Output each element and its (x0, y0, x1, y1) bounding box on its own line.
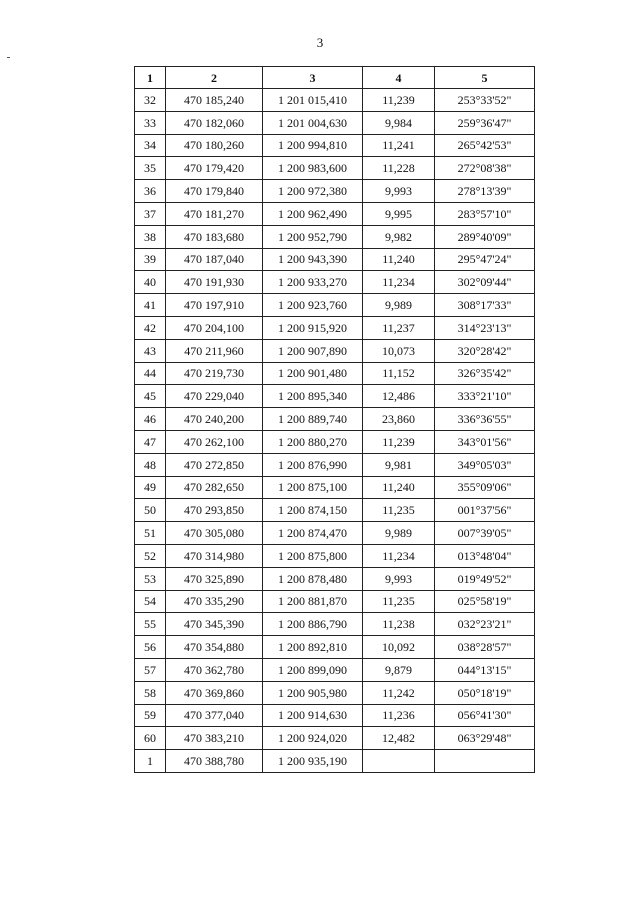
cell-distance: 11,240 (363, 476, 435, 499)
cell-point: 48 (135, 453, 166, 476)
cell-y: 1 200 875,100 (263, 476, 363, 499)
table-row (135, 362, 535, 385)
cell-x: 470 179,420 (166, 157, 263, 180)
cell-x: 470 185,240 (166, 89, 263, 112)
table-row (135, 294, 535, 317)
table-row (135, 636, 535, 659)
cell-bearing: 007°39'05" (435, 522, 535, 545)
cell-y: 1 200 962,490 (263, 202, 363, 225)
cell-x: 470 187,040 (166, 248, 263, 271)
cell-y: 1 200 924,020 (263, 727, 363, 750)
cell-distance: 10,092 (363, 636, 435, 659)
cell-bearing: 349°05'03" (435, 453, 535, 476)
table-row (135, 453, 535, 476)
cell-x: 470 345,390 (166, 613, 263, 636)
cell-distance: 11,228 (363, 157, 435, 180)
cell-x: 470 211,960 (166, 339, 263, 362)
header-cell-y: 3 (263, 67, 363, 89)
cell-distance: 23,860 (363, 408, 435, 431)
cell-x: 470 377,040 (166, 704, 263, 727)
cell-bearing: 314°23'13" (435, 316, 535, 339)
cell-y: 1 200 952,790 (263, 225, 363, 248)
cell-y: 1 201 004,630 (263, 111, 363, 134)
coordinates-table (134, 66, 535, 773)
cell-y: 1 200 935,190 (263, 750, 363, 773)
cell-y: 1 201 015,410 (263, 89, 363, 112)
table-row (135, 567, 535, 590)
cell-bearing: 336°36'55" (435, 408, 535, 431)
cell-distance: 11,238 (363, 613, 435, 636)
cell-point: 34 (135, 134, 166, 157)
cell-point: 1 (135, 750, 166, 773)
cell-x: 470 181,270 (166, 202, 263, 225)
cell-distance: 9,879 (363, 658, 435, 681)
cell-point: 54 (135, 590, 166, 613)
cell-distance: 9,993 (363, 567, 435, 590)
cell-distance: 12,486 (363, 385, 435, 408)
table-row (135, 248, 535, 271)
cell-bearing: 343°01'56" (435, 430, 535, 453)
cell-bearing: 253°33'52" (435, 89, 535, 112)
cell-bearing: 013°48'04" (435, 544, 535, 567)
cell-x: 470 305,080 (166, 522, 263, 545)
cell-y: 1 200 915,920 (263, 316, 363, 339)
table-row (135, 157, 535, 180)
table-row (135, 316, 535, 339)
header-cell-distance: 4 (363, 67, 435, 89)
cell-y: 1 200 914,630 (263, 704, 363, 727)
cell-y: 1 200 874,470 (263, 522, 363, 545)
cell-y: 1 200 905,980 (263, 681, 363, 704)
cell-distance: 10,073 (363, 339, 435, 362)
cell-y: 1 200 983,600 (263, 157, 363, 180)
cell-bearing: 001°37'56" (435, 499, 535, 522)
cell-point: 43 (135, 339, 166, 362)
table-row (135, 499, 535, 522)
cell-point: 51 (135, 522, 166, 545)
table-row (135, 750, 535, 773)
cell-bearing: 289°40'09" (435, 225, 535, 248)
cell-point: 58 (135, 681, 166, 704)
cell-bearing: 038°28'57" (435, 636, 535, 659)
cell-point: 57 (135, 658, 166, 681)
cell-bearing: 295°47'24" (435, 248, 535, 271)
cell-bearing: 050°18'19" (435, 681, 535, 704)
table-row (135, 180, 535, 203)
margin-mark (7, 57, 10, 58)
cell-bearing: 272°08'38" (435, 157, 535, 180)
cell-distance: 9,993 (363, 180, 435, 203)
cell-x: 470 314,980 (166, 544, 263, 567)
cell-point: 53 (135, 567, 166, 590)
table-row (135, 111, 535, 134)
cell-distance: 11,240 (363, 248, 435, 271)
cell-x: 470 325,890 (166, 567, 263, 590)
table-row (135, 704, 535, 727)
table-row (135, 727, 535, 750)
cell-distance: 9,989 (363, 294, 435, 317)
cell-x: 470 182,060 (166, 111, 263, 134)
cell-bearing: 333°21'10" (435, 385, 535, 408)
cell-distance: 11,235 (363, 590, 435, 613)
table-row (135, 430, 535, 453)
table-header-row (135, 67, 535, 89)
cell-y: 1 200 886,790 (263, 613, 363, 636)
cell-point: 41 (135, 294, 166, 317)
cell-y: 1 200 880,270 (263, 430, 363, 453)
cell-point: 60 (135, 727, 166, 750)
cell-distance: 11,239 (363, 89, 435, 112)
cell-point: 33 (135, 111, 166, 134)
cell-x: 470 240,200 (166, 408, 263, 431)
cell-distance: 9,989 (363, 522, 435, 545)
cell-x: 470 388,780 (166, 750, 263, 773)
cell-point: 39 (135, 248, 166, 271)
cell-x: 470 362,780 (166, 658, 263, 681)
cell-bearing: 056°41'30" (435, 704, 535, 727)
cell-point: 59 (135, 704, 166, 727)
cell-x: 470 183,680 (166, 225, 263, 248)
table-row (135, 476, 535, 499)
cell-distance: 9,995 (363, 202, 435, 225)
cell-bearing: 320°28'42" (435, 339, 535, 362)
cell-y: 1 200 889,740 (263, 408, 363, 431)
cell-bearing: 302°09'44" (435, 271, 535, 294)
cell-distance: 11,234 (363, 271, 435, 294)
table-row (135, 408, 535, 431)
table-row (135, 385, 535, 408)
cell-distance: 11,152 (363, 362, 435, 385)
cell-bearing: 308°17'33" (435, 294, 535, 317)
cell-distance: 9,984 (363, 111, 435, 134)
cell-point: 42 (135, 316, 166, 339)
cell-y: 1 200 874,150 (263, 499, 363, 522)
cell-distance: 9,982 (363, 225, 435, 248)
cell-x: 470 197,910 (166, 294, 263, 317)
cell-y: 1 200 876,990 (263, 453, 363, 476)
cell-y: 1 200 875,800 (263, 544, 363, 567)
cell-point: 56 (135, 636, 166, 659)
cell-bearing: 355°09'06" (435, 476, 535, 499)
cell-point: 50 (135, 499, 166, 522)
cell-distance: 9,981 (363, 453, 435, 476)
table-row (135, 225, 535, 248)
cell-point: 44 (135, 362, 166, 385)
cell-x: 470 383,210 (166, 727, 263, 750)
cell-point: 49 (135, 476, 166, 499)
cell-bearing: 278°13'39" (435, 180, 535, 203)
cell-bearing: 044°13'15" (435, 658, 535, 681)
table-body (135, 89, 535, 773)
cell-x: 470 272,850 (166, 453, 263, 476)
cell-distance: 12,482 (363, 727, 435, 750)
cell-bearing: 032°23'21" (435, 613, 535, 636)
table-row (135, 681, 535, 704)
cell-x: 470 204,100 (166, 316, 263, 339)
table-row (135, 134, 535, 157)
cell-x: 470 219,730 (166, 362, 263, 385)
cell-bearing: 326°35'42" (435, 362, 535, 385)
cell-x: 470 369,860 (166, 681, 263, 704)
cell-y: 1 200 881,870 (263, 590, 363, 613)
cell-point: 46 (135, 408, 166, 431)
table-row (135, 202, 535, 225)
cell-distance: 11,241 (363, 134, 435, 157)
cell-x: 470 282,650 (166, 476, 263, 499)
cell-point: 40 (135, 271, 166, 294)
cell-x: 470 191,930 (166, 271, 263, 294)
cell-point: 55 (135, 613, 166, 636)
cell-bearing (435, 750, 535, 773)
cell-distance: 11,237 (363, 316, 435, 339)
header-cell-point: 1 (135, 67, 166, 89)
cell-y: 1 200 972,380 (263, 180, 363, 203)
cell-point: 35 (135, 157, 166, 180)
cell-y: 1 200 933,270 (263, 271, 363, 294)
table-row (135, 590, 535, 613)
cell-x: 470 179,840 (166, 180, 263, 203)
table-row (135, 89, 535, 112)
cell-x: 470 262,100 (166, 430, 263, 453)
cell-distance (363, 750, 435, 773)
cell-distance: 11,234 (363, 544, 435, 567)
cell-distance: 11,239 (363, 430, 435, 453)
cell-point: 32 (135, 89, 166, 112)
table-row (135, 544, 535, 567)
cell-y: 1 200 994,810 (263, 134, 363, 157)
cell-x: 470 229,040 (166, 385, 263, 408)
header-cell-bearing: 5 (435, 67, 535, 89)
cell-distance: 11,236 (363, 704, 435, 727)
cell-y: 1 200 943,390 (263, 248, 363, 271)
table-row (135, 658, 535, 681)
cell-y: 1 200 878,480 (263, 567, 363, 590)
cell-point: 45 (135, 385, 166, 408)
cell-point: 52 (135, 544, 166, 567)
cell-y: 1 200 899,090 (263, 658, 363, 681)
table-row (135, 522, 535, 545)
cell-bearing: 265°42'53" (435, 134, 535, 157)
cell-y: 1 200 901,480 (263, 362, 363, 385)
cell-y: 1 200 895,340 (263, 385, 363, 408)
cell-bearing: 283°57'10" (435, 202, 535, 225)
cell-point: 36 (135, 180, 166, 203)
cell-y: 1 200 923,760 (263, 294, 363, 317)
cell-point: 38 (135, 225, 166, 248)
cell-bearing: 019°49'52" (435, 567, 535, 590)
table-row (135, 339, 535, 362)
cell-x: 470 354,880 (166, 636, 263, 659)
cell-bearing: 259°36'47" (435, 111, 535, 134)
cell-x: 470 293,850 (166, 499, 263, 522)
cell-bearing: 063°29'48" (435, 727, 535, 750)
cell-point: 37 (135, 202, 166, 225)
header-cell-x: 2 (166, 67, 263, 89)
cell-x: 470 180,260 (166, 134, 263, 157)
cell-x: 470 335,290 (166, 590, 263, 613)
page-number: 3 (316, 35, 324, 50)
cell-distance: 11,235 (363, 499, 435, 522)
table-row (135, 271, 535, 294)
table-row (135, 613, 535, 636)
cell-distance: 11,242 (363, 681, 435, 704)
cell-bearing: 025°58'19" (435, 590, 535, 613)
cell-y: 1 200 892,810 (263, 636, 363, 659)
cell-point: 47 (135, 430, 166, 453)
cell-y: 1 200 907,890 (263, 339, 363, 362)
